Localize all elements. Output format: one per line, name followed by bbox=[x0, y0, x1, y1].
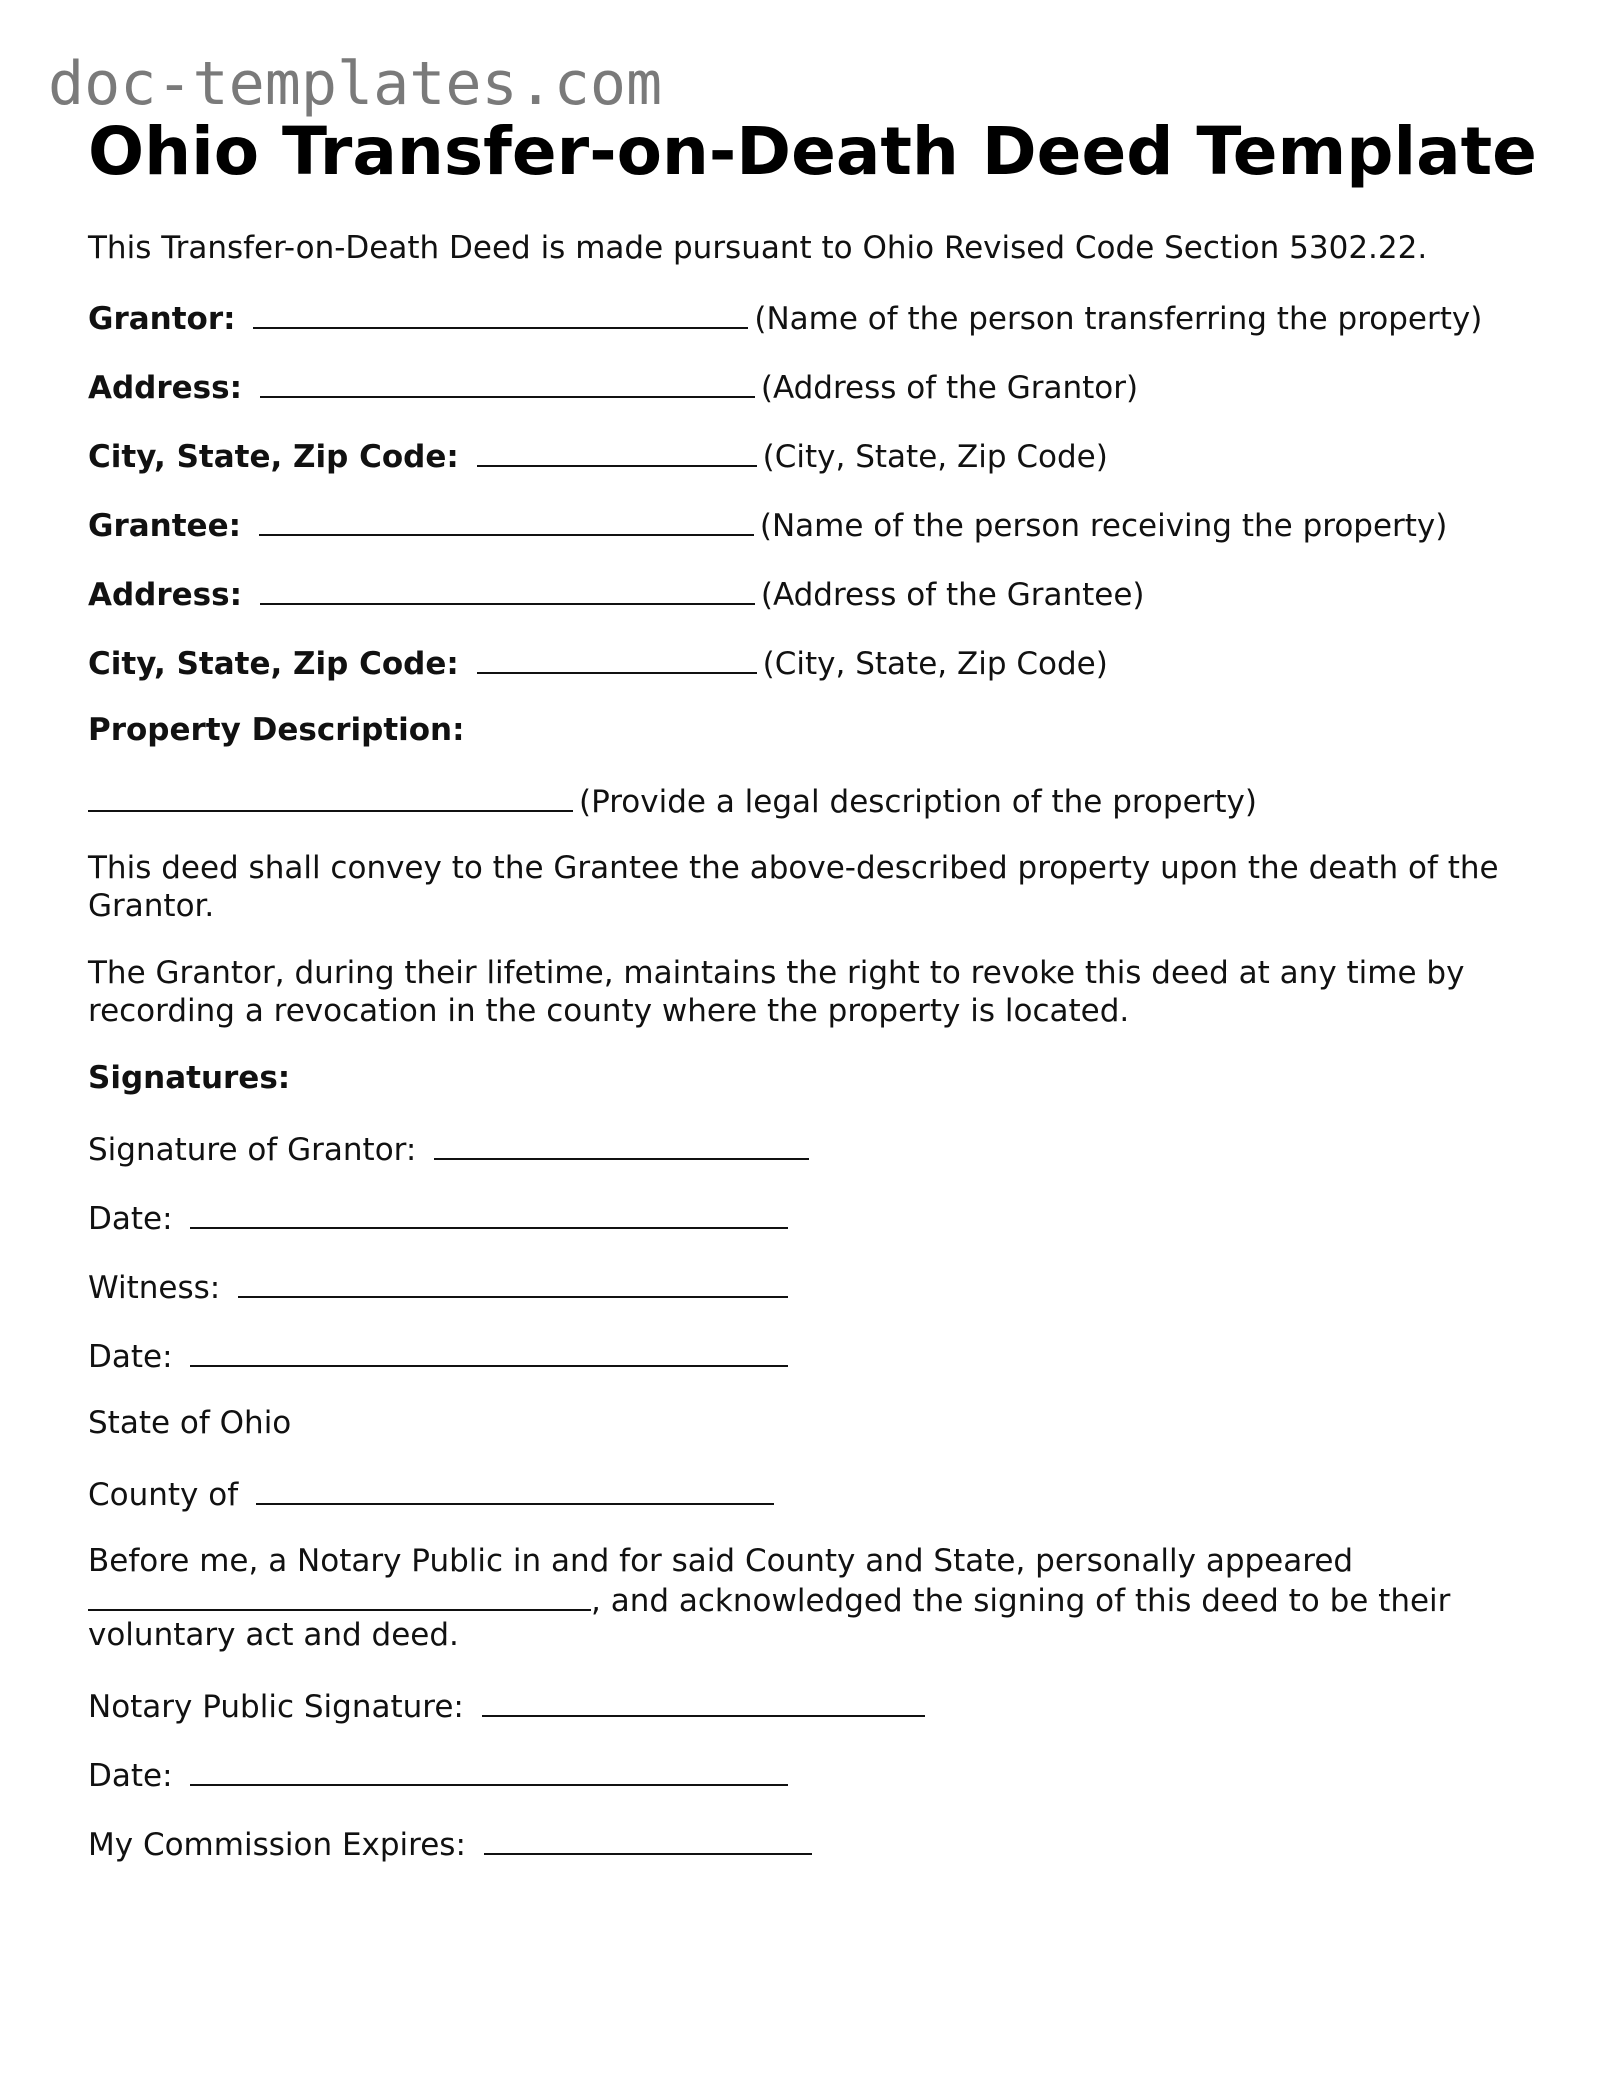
property-heading: Property Description: bbox=[88, 712, 465, 748]
convey-paragraph: This deed shall convey to the Grantee the above-described property upon the death of the Grantor. bbox=[88, 850, 1499, 924]
notary-signature-label: Notary Public Signature: bbox=[88, 1689, 464, 1725]
county-row bbox=[88, 1473, 780, 1514]
date-field-2[interactable] bbox=[190, 1335, 788, 1367]
appeared-name-field[interactable] bbox=[88, 1579, 591, 1611]
grantor-hint: (Name of the person transferring the property) bbox=[754, 301, 1483, 337]
grantee-csz-label: City, State, Zip Code: bbox=[88, 646, 459, 682]
property-row bbox=[88, 780, 1257, 821]
notary-voluntary: voluntary act and deed. bbox=[88, 1617, 459, 1653]
grantee-csz-row bbox=[88, 642, 1108, 683]
witness-label: Witness: bbox=[88, 1270, 221, 1306]
signatures-heading: Signatures: bbox=[88, 1060, 291, 1096]
watermark: doc-templates.com bbox=[48, 49, 663, 119]
commission-row bbox=[88, 1823, 818, 1864]
property-description-field[interactable] bbox=[88, 780, 573, 812]
notary-appeared-row bbox=[88, 1579, 1450, 1620]
grantor-address-hint: (Address of the Grantor) bbox=[760, 370, 1139, 406]
grantor-signature-label: Signature of Grantor: bbox=[88, 1132, 417, 1168]
notary-date-row bbox=[88, 1754, 794, 1795]
date-label-2: Date: bbox=[88, 1339, 173, 1375]
grantor-name-field[interactable] bbox=[253, 297, 748, 329]
property-hint: (Provide a legal description of the property) bbox=[579, 784, 1257, 820]
grantor-label: Grantor: bbox=[88, 301, 236, 337]
grantee-csz-hint: (City, State, Zip Code) bbox=[762, 646, 1108, 682]
notary-signature-field[interactable] bbox=[482, 1685, 925, 1717]
grantor-address-row bbox=[88, 366, 1138, 407]
witness-field[interactable] bbox=[238, 1266, 788, 1298]
grantee-label: Grantee: bbox=[88, 508, 241, 544]
grantee-hint: (Name of the person receiving the property) bbox=[759, 508, 1448, 544]
notary-before-me: Before me, a Notary Public in and for said County and State, personally appeared bbox=[88, 1543, 1354, 1579]
grantor-csz-field[interactable] bbox=[477, 435, 757, 467]
grantor-signature-field[interactable] bbox=[434, 1128, 809, 1160]
grantor-csz-hint: (City, State, Zip Code) bbox=[762, 439, 1108, 475]
notary-signature-row bbox=[88, 1685, 931, 1726]
revoke-paragraph: The Grantor, during their lifetime, maintains the right to revoke this deed at any time by recording a revocation in the county where the property is located. bbox=[88, 955, 1465, 1029]
witness-row bbox=[88, 1266, 794, 1307]
commission-field[interactable] bbox=[484, 1823, 812, 1855]
notary-acknowledged: , and acknowledged the signing of this deed to be their bbox=[591, 1583, 1451, 1619]
date-row-2 bbox=[88, 1335, 794, 1376]
grantee-address-field[interactable] bbox=[260, 573, 755, 605]
grantor-csz-label: City, State, Zip Code: bbox=[88, 439, 459, 475]
grantor-row bbox=[88, 297, 1482, 338]
grantee-address-hint: (Address of the Grantee) bbox=[760, 577, 1145, 613]
grantee-name-field[interactable] bbox=[259, 504, 754, 536]
grantee-address-row bbox=[88, 573, 1145, 614]
date-label-1: Date: bbox=[88, 1201, 173, 1237]
grantee-row bbox=[88, 504, 1447, 545]
date-row-1 bbox=[88, 1197, 794, 1238]
grantee-address-label: Address: bbox=[88, 577, 242, 613]
county-label: County of bbox=[88, 1477, 239, 1513]
grantor-address-field[interactable] bbox=[260, 366, 755, 398]
notary-date-label: Date: bbox=[88, 1758, 173, 1794]
grantor-address-label: Address: bbox=[88, 370, 242, 406]
county-field[interactable] bbox=[256, 1473, 774, 1505]
notary-state: State of Ohio bbox=[88, 1405, 292, 1441]
intro-text: This Transfer-on-Death Deed is made pursuant to Ohio Revised Code Section 5302.22. bbox=[88, 230, 1428, 266]
date-field-1[interactable] bbox=[190, 1197, 788, 1229]
grantee-csz-field[interactable] bbox=[477, 642, 757, 674]
grantor-signature-row bbox=[88, 1128, 815, 1169]
notary-date-field[interactable] bbox=[190, 1754, 788, 1786]
grantor-csz-row bbox=[88, 435, 1108, 476]
commission-label: My Commission Expires: bbox=[88, 1827, 466, 1863]
page-title: Ohio Transfer-on-Death Deed Template bbox=[88, 113, 1537, 190]
